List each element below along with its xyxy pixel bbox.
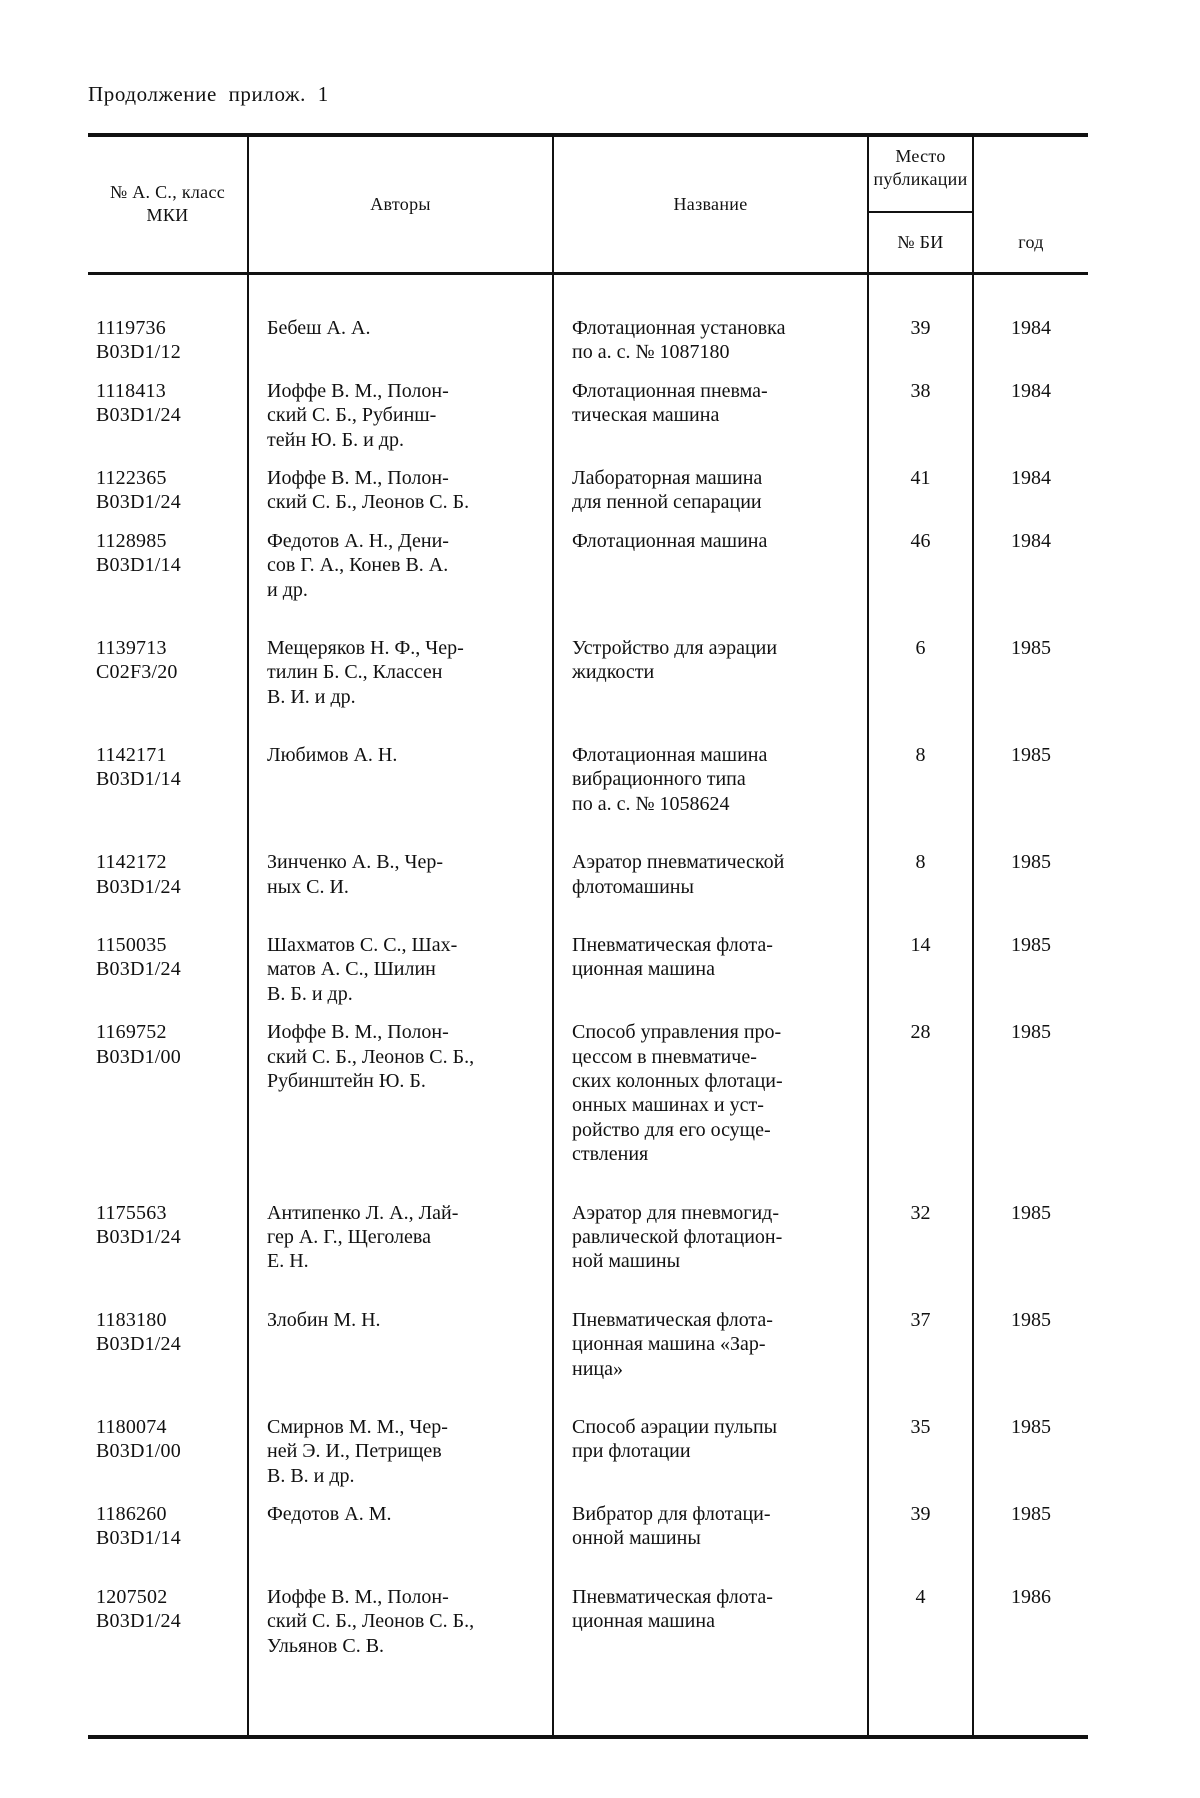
spacer-cell [553,609,868,629]
cell-title: Аэратор пневматической флотомашины [553,843,868,906]
cell-title: Флотационная пневма- тическая машина [553,372,868,459]
table-row [88,736,1088,823]
cell-patent-number: 1142172 B03D1/24 [96,851,181,898]
cell-title: Лабораторная машина для пенной сепарации [553,459,868,522]
spacer-cell [88,823,248,843]
cell-year: 1985 [973,1408,1088,1495]
cell-patent-number: 1175563 B03D1/24 [96,1201,181,1248]
cell-title: Пневматическая флота- ционная машина [553,1578,868,1665]
spacer-cell [88,716,248,736]
cell-authors: Мещеряков Н. Ф., Чер- тилин Б. С., Классен В. И. и др. [248,629,553,716]
spacer-cell [88,906,248,926]
cell-year: 1985 [973,629,1088,716]
spacer-cell [973,1665,1088,1735]
cell-bi-number: 39 [868,309,973,372]
cell-title: Флотационная машина вибрационного типа по а. с. № 1058624 [553,736,868,823]
cell-patent-number: 1150035 B03D1/24 [96,934,181,981]
cell-patent-number: 1122365 B03D1/24 [96,466,181,514]
spacer-cell [553,1388,868,1408]
spacer-cell [553,1665,868,1735]
spacer-cell [88,1174,248,1194]
cell-bi-number: 37 [868,1301,973,1388]
cell-authors: Злобин М. Н. [248,1301,553,1388]
spacer-cell [868,1665,973,1735]
cell-patent-number: 1186260 B03D1/14 [96,1503,181,1550]
header-bottom-rule [88,272,247,275]
spacer-cell [973,823,1088,843]
spacer-cell [248,716,553,736]
cell-bi-number: 6 [868,629,973,716]
header-bottom-rule-2 [249,272,552,275]
header-cell-title [553,135,868,275]
table-row [88,1495,1088,1558]
spacer-cell [553,716,868,736]
cell-patent-number: 1169752 B03D1/00 [96,1021,181,1068]
spacer-cell [88,275,248,309]
cell-year: 1985 [973,1301,1088,1388]
cell-year: 1984 [973,372,1088,459]
table-row [88,1013,1088,1173]
spacer-cell [868,823,973,843]
cell-title: Способ аэрации пульпы при флотации [553,1408,868,1495]
spacer-cell [248,1665,553,1735]
cell-authors: Федотов А. М. [248,1495,553,1558]
header-label-place: Место публикации [873,146,968,189]
header-cell-year [973,135,1088,275]
cell-bi-number: 41 [868,459,973,522]
cell-title: Способ управления про- цессом в пневматиче- ских колонных флотаци- онных машинах и уст- ройство для его осуще- ствления [553,1013,868,1173]
spacer-cell [248,1388,553,1408]
spacer-cell [868,906,973,926]
cell-authors: Бебеш А. А. [248,309,553,372]
spacer-cell [248,1174,553,1194]
spacer-cell [868,1281,973,1301]
header-bottom-rule-3 [554,272,867,275]
table-row [88,1194,1088,1281]
spacer-cell [868,1174,973,1194]
spacer-cell [88,1558,248,1578]
table-row [88,926,1088,1013]
patent-table-wrapper [88,135,1088,1735]
cell-authors: Иоффе В. М., Полон- ский С. Б., Леонов С. Б., Ульянов С. В. [248,1578,553,1665]
cell-patent-number: 1183180 B03D1/24 [96,1308,181,1356]
cell-patent-number: 1118413 B03D1/24 [96,379,181,427]
spacer-cell [868,1558,973,1578]
cell-year: 1986 [973,1578,1088,1665]
spacer-cell [973,609,1088,629]
header-cell-bi-no [868,135,973,275]
cell-authors: Федотов А. Н., Дени- сов Г. А., Конев В. А. и др. [248,522,553,609]
spacer-cell [88,1281,248,1301]
table-row [88,629,1088,716]
header-cell-authors [248,135,553,275]
header-label-bi-no: № БИ [897,232,944,252]
table-header [88,135,1088,275]
table-row [88,843,1088,906]
header-bottom-rule-4 [869,272,972,275]
spacer-cell [248,823,553,843]
spacer-cell [553,1558,868,1578]
header-cell-number [88,135,248,275]
cell-title: Пневматическая флота- ционная машина «Зар- ница» [553,1301,868,1388]
cell-title: Пневматическая флота- ционная машина [553,926,868,1013]
cell-authors: Антипенко Л. А., Лай- гер А. Г., Щеголева Е. Н. [248,1194,553,1281]
cell-year: 1984 [973,522,1088,609]
cell-authors: Смирнов М. М., Чер- ней Э. И., Петрищев В. В. и др. [248,1408,553,1495]
cell-bi-number: 4 [868,1578,973,1665]
cell-year: 1985 [973,1013,1088,1173]
spacer-cell [868,275,973,309]
spacer-cell [973,1174,1088,1194]
cell-year: 1984 [973,309,1088,372]
cell-title: Аэратор для пневмогид- равлической флотацион- ной машины [553,1194,868,1281]
spacer-cell [88,1388,248,1408]
table-row [88,309,1088,372]
cell-authors: Любимов А. Н. [248,736,553,823]
cell-title: Вибратор для флотаци- онной машины [553,1495,868,1558]
cell-year: 1984 [973,459,1088,522]
cell-authors: Иоффе В. М., Полон- ский С. Б., Леонов С. Б. [248,459,553,522]
patent-table [88,135,1088,1735]
cell-bi-number: 35 [868,1408,973,1495]
cell-bi-number: 8 [868,736,973,823]
cell-year: 1985 [973,843,1088,906]
cell-year: 1985 [973,1194,1088,1281]
spacer-cell [88,609,248,629]
spacer-cell [248,275,553,309]
spacer-cell [553,1281,868,1301]
spacer-cell [973,1281,1088,1301]
spacer-cell [553,823,868,843]
cell-bi-number: 32 [868,1194,973,1281]
cell-bi-number: 38 [868,372,973,459]
table-row [88,1408,1088,1495]
cell-title: Устройство для аэрации жидкости [553,629,868,716]
header-place-rule [869,211,972,213]
continuation-note: Продолжение прилож. 1 [88,82,329,106]
table-row [88,1578,1088,1665]
table-body [88,275,1088,1735]
spacer-cell [553,275,868,309]
cell-patent-number: 1207502 B03D1/24 [96,1585,181,1633]
cell-bi-number: 39 [868,1495,973,1558]
cell-bi-number: 46 [868,522,973,609]
table-bottom-rule [88,1735,1088,1739]
cell-bi-number: 8 [868,843,973,906]
cell-year: 1985 [973,736,1088,823]
cell-authors: Зинченко А. В., Чер- ных С. И. [248,843,553,906]
spacer-cell [868,716,973,736]
header-label-authors: Авторы [370,194,431,214]
spacer-cell [973,906,1088,926]
spacer-cell [973,1388,1088,1408]
spacer-cell [248,906,553,926]
cell-authors: Иоффе В. М., Полон- ский С. Б., Леонов С. Б., Рубинштейн Ю. Б. [248,1013,553,1173]
spacer-cell [553,906,868,926]
cell-patent-number: 1142171 B03D1/14 [96,744,181,791]
table-row [88,522,1088,609]
spacer-cell [248,1558,553,1578]
cell-authors: Иоффе В. М., Полон- ский С. Б., Рубинш- тейн Ю. Б. и др. [248,372,553,459]
spacer-cell [973,1558,1088,1578]
cell-patent-number: 1180074 B03D1/00 [96,1415,181,1463]
header-label-number: № А. С., класс МКИ [109,182,226,225]
cell-patent-number: 1128985 B03D1/14 [96,529,181,577]
header-label-year: год [1018,232,1044,252]
spacer-cell [868,1388,973,1408]
cell-patent-number: 1139713 C02F3/20 [96,636,178,684]
header-label-title: Название [673,194,748,214]
cell-patent-number: 1119736 B03D1/12 [96,317,181,364]
spacer-cell [248,609,553,629]
spacer-cell [88,1665,248,1735]
header-bottom-rule-5 [974,272,1088,275]
cell-title: Флотационная машина [553,522,868,609]
cell-title: Флотационная установка по а. с. № 1087180 [553,309,868,372]
spacer-cell [973,716,1088,736]
cell-year: 1985 [973,1495,1088,1558]
cell-authors: Шахматов С. С., Шах- матов А. С., Шилин В. Б. и др. [248,926,553,1013]
spacer-cell [868,609,973,629]
spacer-cell [248,1281,553,1301]
table-row [88,372,1088,459]
table-row [88,459,1088,522]
cell-year: 1985 [973,926,1088,1013]
spacer-cell [973,275,1088,309]
table-row [88,1301,1088,1388]
cell-bi-number: 14 [868,926,973,1013]
cell-bi-number: 28 [868,1013,973,1173]
spacer-cell [553,1174,868,1194]
